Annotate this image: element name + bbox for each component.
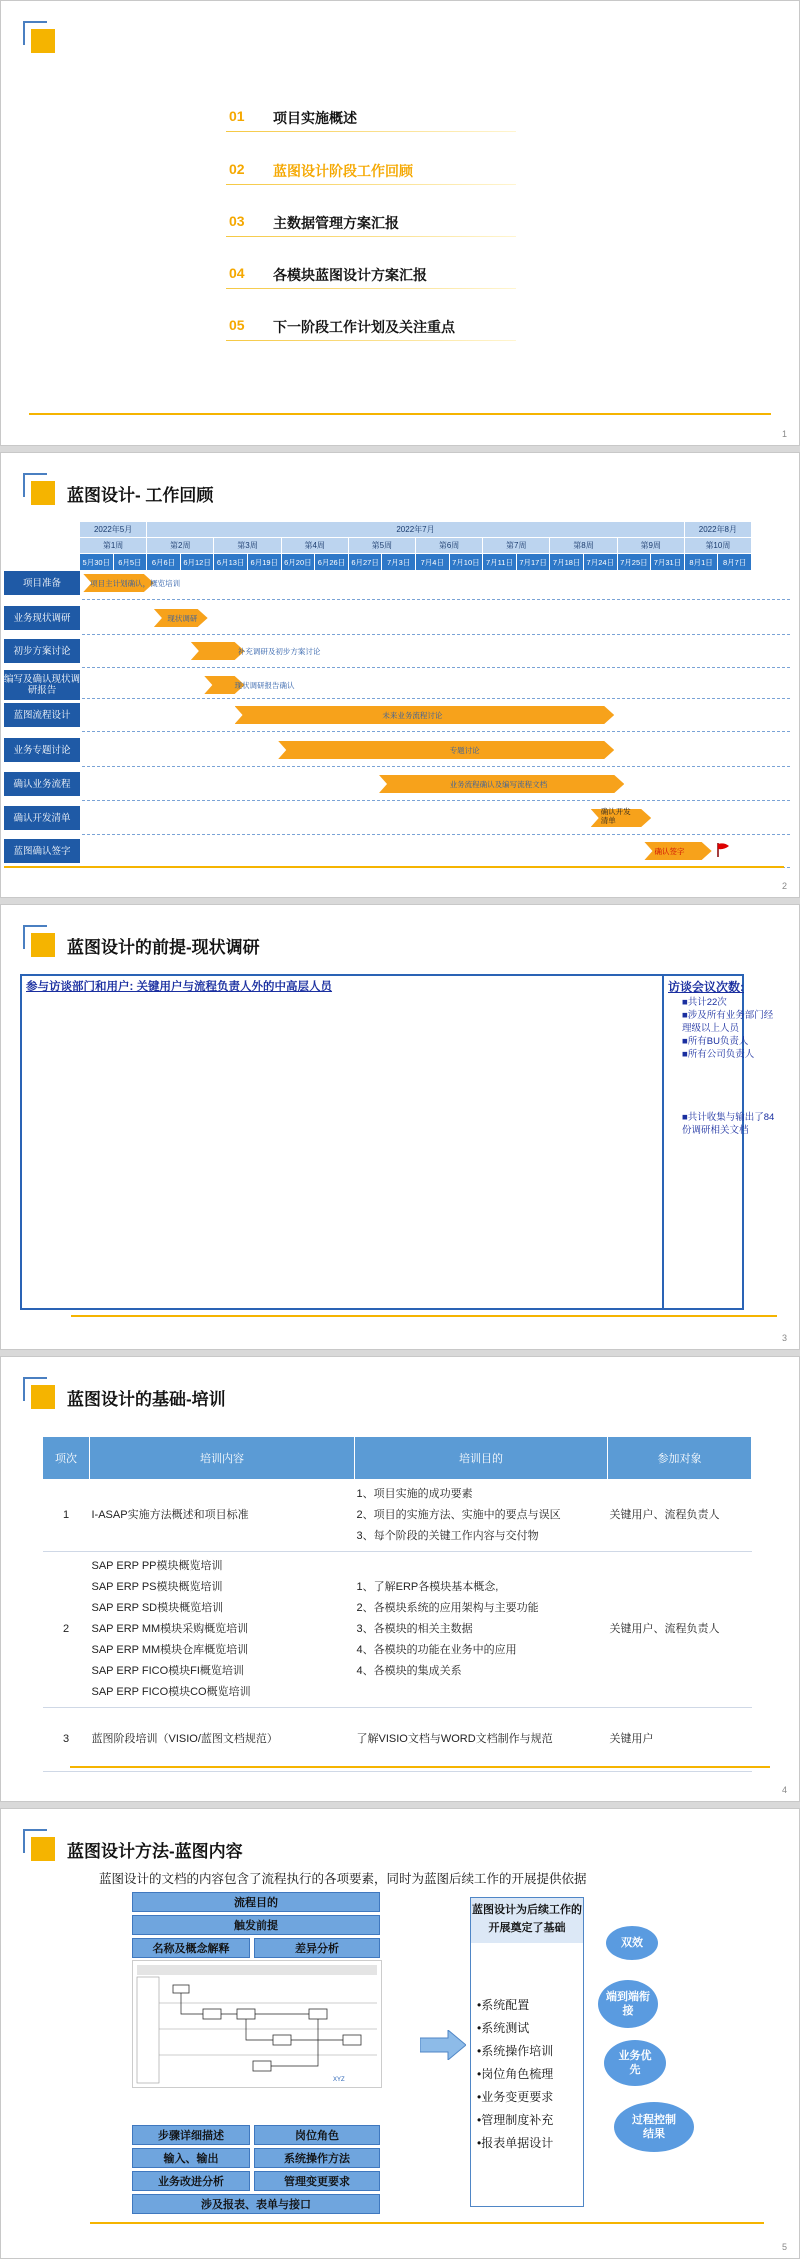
row-gridline xyxy=(82,698,790,699)
date-header: 7月31日 xyxy=(651,554,685,570)
content-line: SAP ERP PS模块概览培训 xyxy=(91,1581,223,1593)
cell-content xyxy=(90,1552,355,1708)
purpose-line: 4、各模块的功能在业务中的应用 xyxy=(356,1644,517,1656)
box-system-method: 系统操作方法 xyxy=(254,2148,380,2168)
date-header: 7月4日 xyxy=(416,554,450,570)
logo-icon xyxy=(23,473,55,505)
purpose-line: 了解VISIO文档与WORD文档制作与规范 xyxy=(356,1733,553,1745)
list-item: •系统配置 xyxy=(477,1998,530,2012)
row-label-5: 业务专题讨论 xyxy=(4,738,80,762)
page-number: 1 xyxy=(781,429,787,439)
page-number: 2 xyxy=(781,881,787,891)
header-purpose: 培训目的 xyxy=(355,1437,608,1480)
list-item: •系统操作培训 xyxy=(477,2044,554,2058)
row-label-0: 项目准备 xyxy=(4,571,80,595)
week-header: 第5周 xyxy=(349,538,416,553)
table-row xyxy=(43,1480,752,1552)
date-header: 8月7日 xyxy=(718,554,752,570)
content-line: 蓝图阶段培训（VISIO/蓝图文档规范） xyxy=(91,1733,278,1745)
row-gridline xyxy=(82,800,790,801)
list-item: •报表单据设计 xyxy=(477,2136,554,2150)
box-change-mgmt: 管理变更要求 xyxy=(254,2171,380,2191)
week-header: 第9周 xyxy=(618,538,685,553)
month-header: 2022年7月 xyxy=(147,522,685,537)
cell-no: 3 xyxy=(43,1708,90,1772)
research-divider xyxy=(662,974,664,1310)
cloud-process-control: 过程控制结果 xyxy=(614,2102,694,2152)
list-item: •管理制度补充 xyxy=(477,2113,554,2127)
week-header: 第1周 xyxy=(80,538,147,553)
box-reports: 涉及报表、表单与接口 xyxy=(132,2194,380,2214)
gantt-bar-label: 确认开发清单 xyxy=(600,807,631,825)
bullet-item: ■共计收集与输出了84份调研相关文档 xyxy=(682,1112,775,1136)
date-header: 6月27日 xyxy=(349,554,383,570)
agenda-item-2: 蓝图设计阶段工作回顾 xyxy=(273,163,413,179)
date-header: 7月17日 xyxy=(517,554,551,570)
date-header: 7月3日 xyxy=(382,554,416,570)
page-number: 4 xyxy=(781,1785,787,1795)
row-gridline xyxy=(82,599,790,600)
box-step-detail: 步骤详细描述 xyxy=(132,2125,250,2145)
gantt-bar-label: 补充调研及初步方案讨论 xyxy=(237,647,321,656)
cell-content xyxy=(90,1708,355,1772)
month-header: 2022年8月 xyxy=(685,522,752,537)
meeting-count-heading: 访谈会议次数: xyxy=(668,980,744,994)
purpose-line: 2、各模块系统的应用架构与主要功能 xyxy=(356,1602,539,1614)
slide-gantt xyxy=(0,452,800,898)
date-header: 7月11日 xyxy=(483,554,517,570)
date-header: 7月18日 xyxy=(550,554,584,570)
cell-target: 关键用户、流程负责人 xyxy=(608,1552,752,1708)
process-diagram-thumbnail xyxy=(132,1960,382,2088)
cell-purpose xyxy=(355,1708,608,1772)
foundation-title: 蓝图设计为后续工作的开展奠定了基础 xyxy=(471,1898,583,1943)
slide-title: 蓝图设计方法-蓝图内容 xyxy=(67,1842,243,1861)
slide-title: 蓝图设计的基础-培训 xyxy=(67,1390,226,1409)
date-header: 6月12日 xyxy=(181,554,215,570)
list-item: •系统测试 xyxy=(477,2021,530,2035)
list-item: •岗位角色梳理 xyxy=(477,2067,554,2081)
agenda-num-2: 02 xyxy=(229,161,245,177)
purpose-line: 3、每个阶段的关键工作内容与交付物 xyxy=(356,1530,539,1542)
week-header: 第8周 xyxy=(550,538,617,553)
box-gap-analysis: 差异分析 xyxy=(254,1938,380,1958)
footer-line xyxy=(4,866,784,868)
agenda-divider xyxy=(226,184,516,185)
logo-icon xyxy=(23,21,55,53)
date-header: 6月13日 xyxy=(214,554,248,570)
page-number: 3 xyxy=(781,1333,787,1343)
row-gridline xyxy=(82,834,790,835)
agenda-item-1: 项目实施概述 xyxy=(273,110,357,126)
gantt-bar-label: 确认签字 xyxy=(654,847,685,856)
cell-purpose xyxy=(355,1480,608,1552)
gantt-bar-label: 未来业务流程讨论 xyxy=(382,711,443,720)
agenda-num-1: 01 xyxy=(229,108,245,124)
row-label-6: 确认业务流程 xyxy=(4,772,80,796)
row-label-3: 编写及确认现状调研报告 xyxy=(4,670,80,700)
cell-target: 关键用户 xyxy=(608,1708,752,1772)
agenda-num-5: 05 xyxy=(229,317,245,333)
bullet-item: ■所有BU负责人 xyxy=(682,1036,749,1047)
logo-icon xyxy=(23,1829,55,1861)
right-arrow-icon xyxy=(420,2030,466,2060)
content-line: SAP ERP MM模块采购概览培训 xyxy=(91,1623,249,1635)
content-line: SAP ERP FICO模块CO概览培训 xyxy=(91,1686,251,1698)
cell-purpose xyxy=(355,1552,608,1708)
purpose-line: 2、项目的实施方法、实施中的要点与误区 xyxy=(356,1509,561,1521)
cell-no: 2 xyxy=(43,1552,90,1708)
bullet-item: ■涉及所有业务部门经理级以上人员 xyxy=(682,1010,774,1034)
content-line: SAP ERP SD模块概览培训 xyxy=(91,1602,224,1614)
agenda-item-3: 主数据管理方案汇报 xyxy=(273,215,399,231)
slide-agenda xyxy=(0,0,800,446)
agenda-divider xyxy=(226,131,516,132)
content-line: SAP ERP PP模块概览培训 xyxy=(91,1560,223,1572)
flag-icon xyxy=(715,842,731,858)
date-header: 8月1日 xyxy=(685,554,719,570)
cell-target: 关键用户、流程负责人 xyxy=(608,1480,752,1552)
agenda-num-3: 03 xyxy=(229,213,245,229)
row-label-4: 蓝图流程设计 xyxy=(4,703,80,727)
cloud-dual-effect: 双效 xyxy=(606,1926,658,1960)
header-content: 培训内容 xyxy=(90,1437,355,1480)
slide-subtitle: 蓝图设计的文档的内容包含了流程执行的各项要素，同时为蓝图后续工作的开展提供依据 xyxy=(99,1872,587,1886)
svg-text:XYZ: XYZ xyxy=(333,2077,345,2083)
gantt-bar-label: 现状调研 xyxy=(167,614,198,623)
gantt-bar xyxy=(278,741,614,759)
box-process-purpose: 流程目的 xyxy=(132,1892,380,1912)
box-trigger: 触发前提 xyxy=(132,1915,380,1935)
agenda-item-4: 各模块蓝图设计方案汇报 xyxy=(273,267,427,283)
week-header: 第4周 xyxy=(282,538,349,553)
row-gridline xyxy=(82,634,790,635)
footer-line xyxy=(90,2222,764,2224)
interview-heading: 参与访谈部门和用户: 关键用户与流程负责人外的中高层人员 xyxy=(26,981,333,993)
gantt-bar-label: 现状调研报告确认 xyxy=(234,681,295,690)
purpose-line: 1、项目实施的成功要素 xyxy=(356,1488,473,1500)
month-header: 2022年5月 xyxy=(80,522,147,537)
agenda-divider xyxy=(226,340,516,341)
training-table xyxy=(42,1436,752,1772)
week-header: 第3周 xyxy=(214,538,281,553)
logo-icon xyxy=(23,1377,55,1409)
header-no: 项次 xyxy=(43,1437,90,1480)
row-gridline xyxy=(82,766,790,767)
cloud-end-to-end: 端到端衔接 xyxy=(598,1980,658,2028)
row-label-2: 初步方案讨论 xyxy=(4,639,80,663)
purpose-line: 4、各模块的集成关系 xyxy=(356,1665,462,1677)
box-io: 输入、输出 xyxy=(132,2148,250,2168)
week-header: 第7周 xyxy=(483,538,550,553)
table-row xyxy=(43,1708,752,1772)
purpose-line: 1、了解ERP各模块基本概念, xyxy=(356,1581,499,1593)
page-number: 5 xyxy=(781,2242,787,2252)
week-header: 第10周 xyxy=(685,538,752,553)
date-header: 5月30日 xyxy=(80,554,114,570)
date-header: 6月19日 xyxy=(248,554,282,570)
row-gridline xyxy=(82,667,790,668)
bullet-item: ■所有公司负责人 xyxy=(682,1049,755,1060)
slide-title: 蓝图设计的前提-现状调研 xyxy=(67,938,260,957)
gantt-bar xyxy=(191,642,245,660)
agenda-item-5: 下一阶段工作计划及关注重点 xyxy=(273,319,455,335)
header-target: 参加对象 xyxy=(608,1437,752,1480)
row-label-1: 业务现状调研 xyxy=(4,606,80,630)
date-header: 7月10日 xyxy=(450,554,484,570)
date-header: 6月20日 xyxy=(282,554,316,570)
week-header: 第6周 xyxy=(416,538,483,553)
agenda-divider xyxy=(226,236,516,237)
flowchart-icon xyxy=(133,1961,381,2087)
row-gridline xyxy=(82,731,790,732)
logo-icon xyxy=(23,925,55,957)
footer-line xyxy=(70,1766,770,1768)
slide-title: 蓝图设计- 工作回顾 xyxy=(67,486,214,505)
table-row xyxy=(43,1552,752,1708)
foundation-panel xyxy=(470,1897,584,2207)
agenda-num-4: 04 xyxy=(229,265,245,281)
box-terms: 名称及概念解释 xyxy=(132,1938,250,1958)
cloud-business-first: 业务优先 xyxy=(604,2040,666,2086)
row-label-7: 确认开发清单 xyxy=(4,806,80,830)
foundation-list xyxy=(477,1994,553,2155)
date-header: 6月26日 xyxy=(315,554,349,570)
meeting-bullets xyxy=(682,996,782,1061)
date-header: 7月25日 xyxy=(618,554,652,570)
gantt-bar-label: 项目主计划确认，概览培训 xyxy=(90,579,181,588)
content-line: SAP ERP MM模块仓库概览培训 xyxy=(91,1644,249,1656)
gantt-bar-label: 专题讨论 xyxy=(449,746,480,755)
research-box xyxy=(20,974,744,1310)
purpose-line: 3、各模块的相关主数据 xyxy=(356,1623,473,1635)
row-label-8: 蓝图确认签字 xyxy=(4,839,80,863)
date-header: 6月6日 xyxy=(147,554,181,570)
bullet-item: ■共计22次 xyxy=(682,997,727,1008)
footer-line xyxy=(71,1315,777,1317)
slide-blueprint xyxy=(0,1808,800,2259)
list-item: •业务变更要求 xyxy=(477,2090,554,2104)
box-role: 岗位角色 xyxy=(254,2125,380,2145)
week-header: 第2周 xyxy=(147,538,214,553)
cell-content xyxy=(90,1480,355,1552)
footer-line xyxy=(29,413,771,415)
content-line: SAP ERP FICO模块FI概览培训 xyxy=(91,1665,244,1677)
agenda-divider xyxy=(226,288,516,289)
content-line: I-ASAP实施方法概述和项目标准 xyxy=(91,1509,249,1521)
date-header: 6月5日 xyxy=(114,554,148,570)
date-header: 7月24日 xyxy=(584,554,618,570)
box-improvement: 业务改进分析 xyxy=(132,2171,250,2191)
gantt-bar-label: 业务流程确认及编写流程文档 xyxy=(449,780,548,789)
cell-no: 1 xyxy=(43,1480,90,1552)
